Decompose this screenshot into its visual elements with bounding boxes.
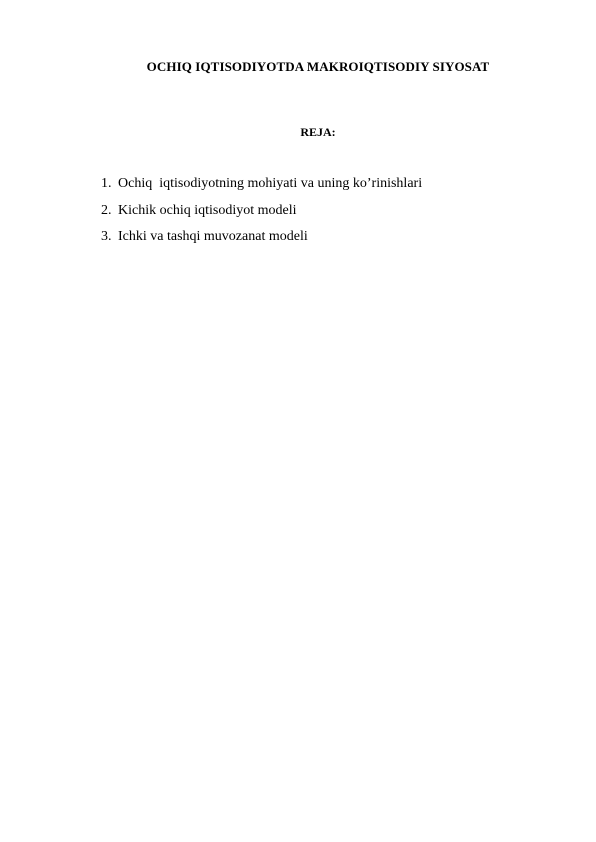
plan-item-number: 2.: [101, 202, 112, 218]
plan-item-number: 3.: [101, 229, 112, 244]
plan-item: [101, 174, 422, 201]
document-title: OCHIQ IQTISODIYOTDA MAKROIQTISODIY SIYOSAT: [146, 59, 490, 74]
plan-item-text: Kichik ochiq iqtisodiyot modeli: [118, 202, 297, 218]
plan-item: [101, 201, 422, 228]
plan-heading: REJA:: [300, 125, 336, 139]
plan-item: [101, 227, 422, 254]
plan-item-number: 1.: [101, 176, 112, 191]
plan-list: [101, 174, 422, 254]
plan-item-text: Ichki va tashqi muvozanat modeli: [118, 229, 308, 244]
plan-item-text: Ochiq iqtisodiyotning mohiyati va uning ko’rinishlari: [118, 176, 423, 191]
